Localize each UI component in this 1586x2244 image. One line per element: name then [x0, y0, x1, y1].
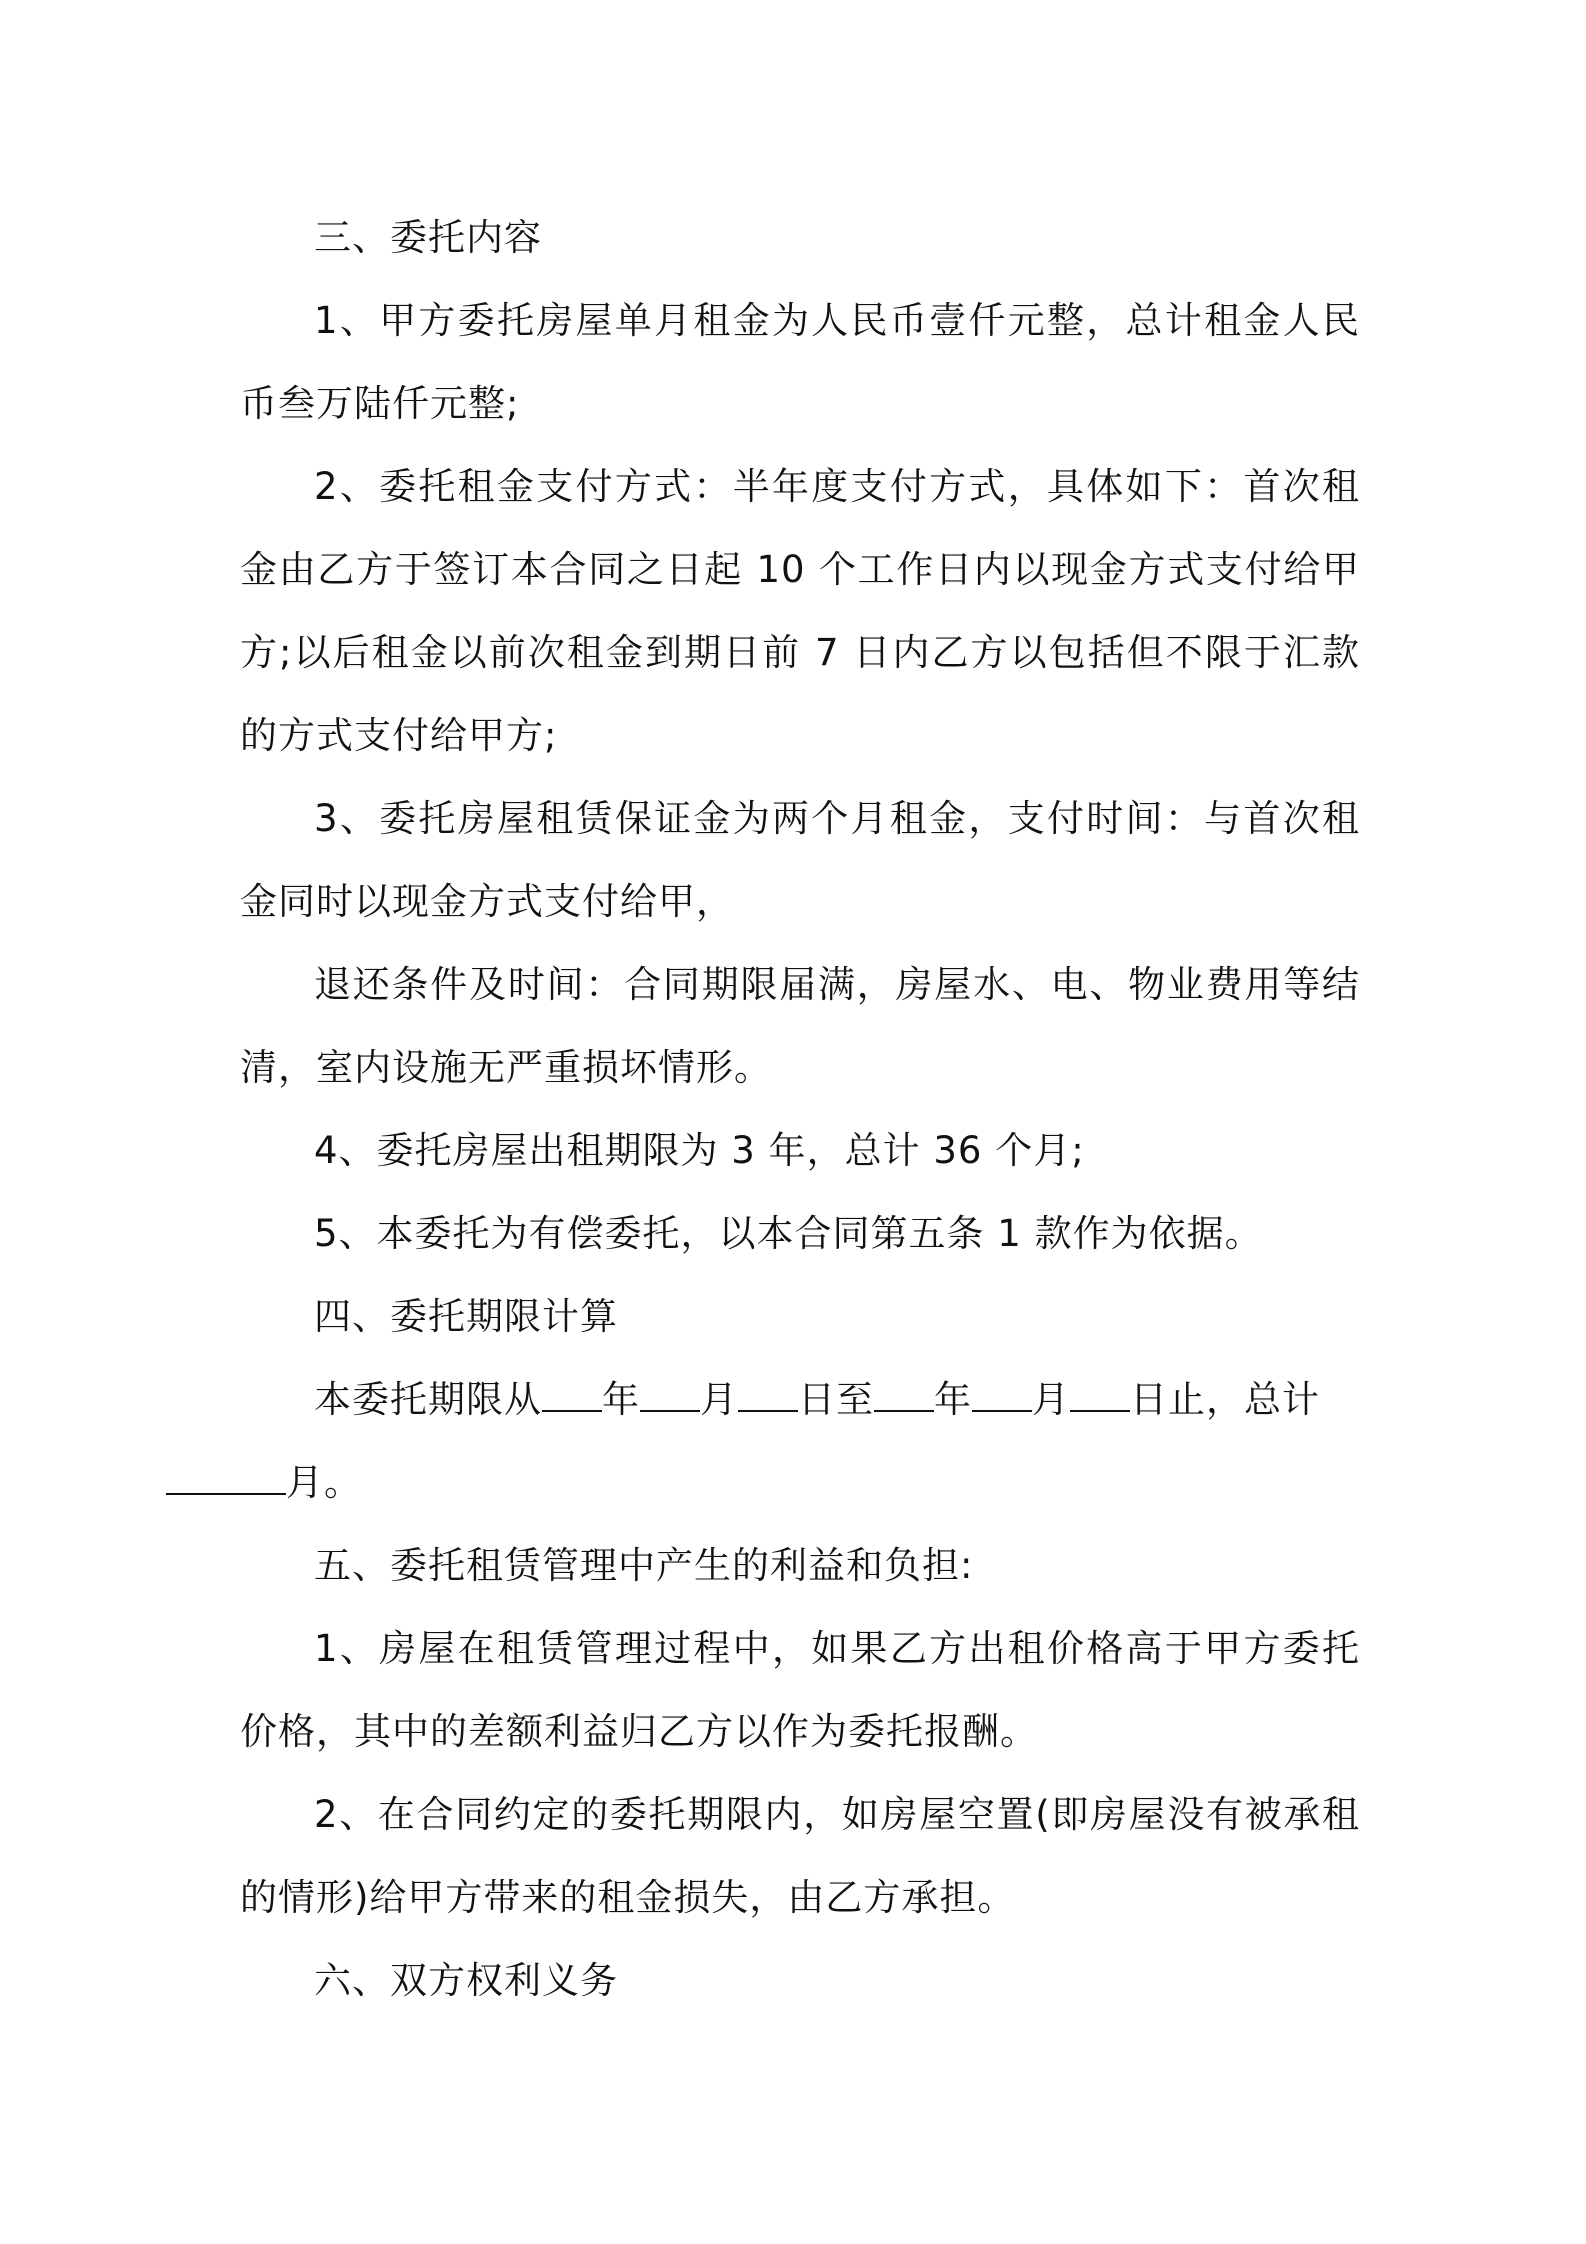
- section3-item5: 5、本委托为有偿委托，以本合同第五条 1 款作为依据。: [314, 1212, 1263, 1255]
- section3-item1: 1、甲方委托房屋单月租金为人民币壹仟元整，总计租金人民币叁万陆仟元整;: [240, 299, 1360, 425]
- section5-item2: 2、在合同约定的委托期限内，如房屋空置(即房屋没有被承租的情形)给甲方带来的租金损失，由乙方承担。: [240, 1793, 1360, 1919]
- section3-heading: 三、委托内容: [314, 216, 542, 259]
- section5-heading: 五、委托租赁管理中产生的利益和负担:: [314, 1544, 974, 1587]
- start-year-blank: [542, 1373, 602, 1412]
- section6-heading: 六、双方权利义务: [314, 1959, 618, 2002]
- start-year-label: 年: [602, 1378, 640, 1421]
- document-body: [240, 196, 1360, 2022]
- end-month-blank: [972, 1373, 1032, 1412]
- start-day-blank: [738, 1373, 798, 1412]
- section3-item3: 3、委托房屋租赁保证金为两个月租金，支付时间：与首次租金同时以现金方式支付给甲，: [240, 797, 1360, 923]
- term-prefix: 本委托期限从: [314, 1378, 542, 1421]
- total-months-blank: [166, 1456, 286, 1495]
- end-year-blank: [874, 1373, 934, 1412]
- section5-item1: 1、房屋在租赁管理过程中，如果乙方出租价格高于甲方委托价格，其中的差额利益归乙方以作为委托报酬。: [240, 1627, 1360, 1753]
- section4-term-line: [240, 1358, 1360, 1524]
- end-year-label: 年: [934, 1378, 972, 1421]
- end-day-label: 日止，总计: [1130, 1378, 1320, 1421]
- section3-item4: 4、委托房屋出租期限为 3 年，总计 36 个月;: [314, 1129, 1085, 1172]
- end-month-label: 月: [1032, 1378, 1070, 1421]
- section4-heading: 四、委托期限计算: [314, 1295, 618, 1338]
- total-months-label: 月。: [286, 1461, 362, 1504]
- start-month-blank: [640, 1373, 700, 1412]
- section3-refund-terms: 退还条件及时间：合同期限届满，房屋水、电、物业费用等结清，室内设施无严重损坏情形。: [240, 963, 1360, 1089]
- end-day-blank: [1070, 1373, 1130, 1412]
- start-day-label: 日至: [798, 1378, 874, 1421]
- section3-item2: 2、委托租金支付方式：半年度支付方式，具体如下：首次租金由乙方于签订本合同之日起 10 个工作日内以现金方式支付给甲方;以后租金以前次租金到期日前 7 日内乙方以包括但不限于汇款的方式支付给甲方;: [240, 465, 1360, 757]
- start-month-label: 月: [700, 1378, 738, 1421]
